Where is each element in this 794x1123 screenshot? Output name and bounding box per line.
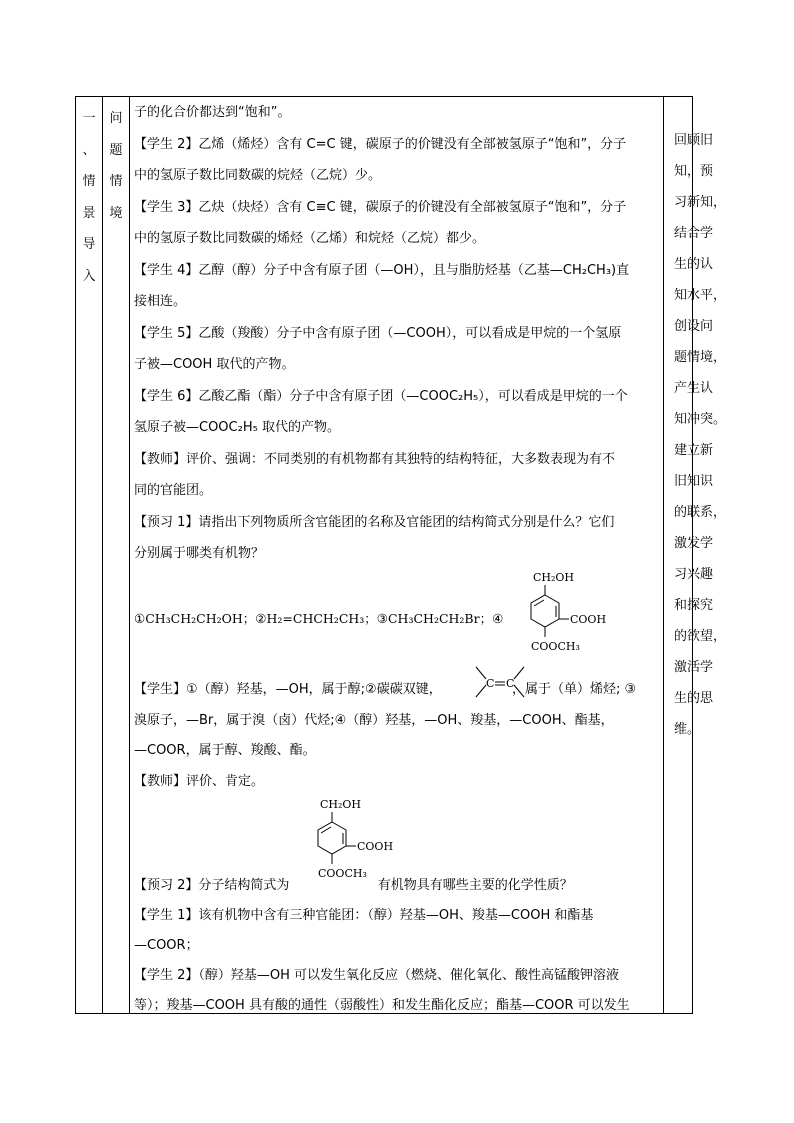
molecule-top-group: CH₂OH — [533, 571, 575, 584]
question-part: 有机物具有哪些主要的化学性质？ — [377, 878, 573, 893]
text-line: 【教师】评价、肯定。 — [134, 774, 265, 789]
note-line: 习新知， — [674, 195, 727, 210]
subsection-char: 情 — [109, 174, 123, 189]
text-line: 中的氢原子数比同数碳的烷烃（乙烷）少。 — [134, 168, 382, 183]
design-note — [674, 125, 728, 745]
molecule-top-group: CH₂OH — [320, 798, 362, 811]
note-line: 回顾旧 — [674, 133, 714, 148]
note-line: 产生认 — [674, 381, 714, 396]
text-line — [134, 675, 636, 706]
note-line: 的联系， — [674, 505, 727, 520]
text-line: 【学生 1】该有机物中含有三种官能团：（醇）羟基—OH、羧基—COOH 和酯基 — [134, 908, 594, 923]
note-line: 维。 — [674, 722, 701, 737]
text-line: 中的氢原子数比同数碳的烯烃（乙烯）和烷烃（乙烷）都少。 — [134, 231, 486, 246]
subsection-char: 境 — [109, 205, 123, 221]
note-line: 生的认 — [674, 257, 714, 272]
main-content — [134, 97, 662, 1013]
note-line: 知，预 — [674, 164, 714, 179]
text-line — [134, 871, 573, 902]
section-char: 、 — [82, 142, 96, 158]
text-line: 子的化合价都达到“饱和”。 — [134, 105, 291, 120]
carbon-atom: C — [486, 677, 495, 690]
note-line: 创设问 — [674, 319, 714, 334]
section-char: 景 — [82, 205, 96, 221]
text-line: 分别属于哪类有机物？ — [134, 546, 265, 561]
section-char: 导 — [82, 237, 96, 252]
subsection-label — [103, 97, 129, 1013]
note-line: 结合学 — [674, 226, 714, 241]
note-line: 生的思 — [674, 691, 714, 706]
text-line: —COOR，属于醇、羧酸、酯。 — [134, 743, 316, 758]
formula-line: ①CH₃CH₂CH₂OH；②H₂=CHCH₂CH₃；③CH₃CH₂CH₂Br；④ — [134, 611, 504, 626]
text-line: 【学生 6】乙酸乙酯（酯）分子中含有原子团（—COOC₂H₅），可以看成是甲烷的一个 — [134, 389, 628, 404]
benzene-ring — [531, 595, 559, 627]
molecule-bottom-group: COOCH₃ — [531, 640, 580, 653]
note-line: 题情境， — [674, 350, 727, 365]
note-line: 激发学 — [674, 536, 714, 551]
section-char: 入 — [82, 268, 96, 284]
text-line: 同的官能团。 — [134, 483, 213, 498]
text-line: 【学生 2】乙烯（烯烃）含有 C=C 键，碳原子的价键没有全部被氢原子“饱和”，分子 — [134, 137, 627, 152]
question-part: 【预习 2】分子结构简式为 — [134, 878, 290, 893]
section-char: 一 — [82, 111, 96, 126]
note-line: 旧知识 — [674, 474, 714, 489]
note-line: 习兴趣 — [674, 567, 714, 582]
section-label — [76, 97, 102, 1013]
text-line: 溴原子，—Br，属于溴（卤）代烃;④（醇）羟基，—OH、羧基，—COOH、酯基， — [134, 713, 614, 728]
text-line: 接相连。 — [134, 294, 187, 309]
section-char: 情 — [82, 174, 96, 189]
subsection-char: 问 — [109, 111, 123, 126]
text-line: 【预习 1】请指出下列物质所含官能团的名称及官能团的结构简式分别是什么？它们 — [134, 515, 615, 530]
benzene-ring — [318, 822, 346, 854]
answer-part: 【学生】①（醇）羟基，—OH，属于醇;②碳碳双键， — [134, 682, 442, 697]
text-line: 【学生 3】乙炔（炔烃）含有 C≡C 键，碳原子的价键没有全部被氢原子“饱和”，分子 — [134, 200, 627, 215]
column-divider — [663, 97, 664, 1013]
molecule-structure — [507, 567, 617, 667]
subsection-char: 题 — [109, 142, 123, 158]
note-line: 激活学 — [674, 660, 714, 675]
molecule-right-group: COOH — [570, 613, 607, 626]
note-line: 知冲突。 — [674, 412, 727, 427]
answer-part: ，属于（单）烯烃; ③ — [511, 682, 637, 697]
text-line: 【教师】评价、强调：不同类别的有机物都有其独特的结构特征，大多数表现为有不 — [134, 452, 616, 467]
note-line: 知水平， — [674, 288, 727, 303]
text-line: 【学生 4】乙醇（醇）分子中含有原子团（—OH），且与脂肪烃基（乙基—CH₂CH₃)直 — [134, 263, 630, 278]
note-line: 和探究 — [674, 598, 714, 613]
text-line: 子被—COOH 取代的产物。 — [134, 357, 295, 372]
column-divider — [129, 97, 130, 1013]
text-line: 【学生 5】乙酸（羧酸）分子中含有原子团（—COOH），可以看成是甲烷的一个氢原 — [134, 326, 622, 341]
lesson-table — [75, 96, 727, 1014]
text-line: 氢原子被—COOC₂H₅ 取代的产物。 — [134, 420, 340, 435]
note-line: 建立新 — [674, 443, 714, 458]
molecule-right-group: COOH — [357, 840, 394, 853]
text-line: —COOR； — [134, 938, 199, 953]
text-line: 【学生 2】（醇）羟基—OH 可以发生氧化反应（燃烧、催化氧化、酸性高锰酸钾溶液 — [134, 968, 620, 983]
molecule-bottom-group: COOCH₃ — [318, 867, 367, 880]
carbon-atom: C — [506, 677, 515, 690]
text-line: 等）；羧基—COOH 具有酸的通性（弱酸性）和发生酯化反应；酯基—COOR 可以发生 — [134, 998, 630, 1013]
note-line: 的欲望， — [674, 629, 727, 644]
